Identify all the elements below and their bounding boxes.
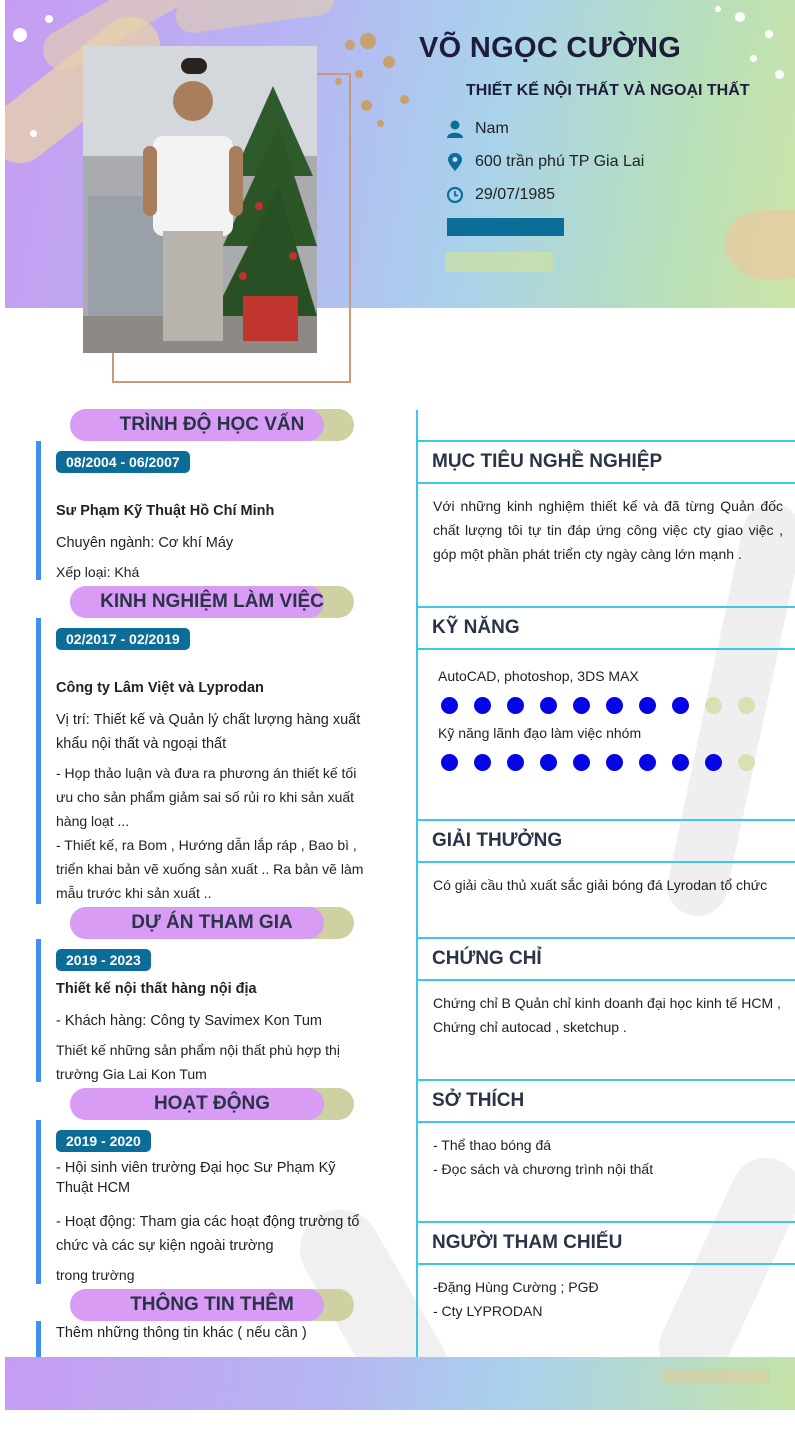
position: Vị trí: Thiết kế và Quản lý chất lượng hàng xuất khẩu nội thất và ngoại thất [56, 712, 361, 752]
section-title: KỸ NĂNG [432, 617, 520, 638]
activity-description: - Hoạt động: Tham gia các hoạt động trường tổ chức và các sự kiện ngoài trường [56, 1214, 360, 1254]
skill-level-dot [441, 754, 458, 771]
birthday-row [447, 186, 555, 204]
skill-level-dot [540, 754, 557, 771]
left-accent-bar [36, 1120, 41, 1284]
date-badge: 02/2017 - 02/2019 [56, 628, 190, 650]
date-badge: 2019 - 2023 [56, 949, 151, 971]
section-title: THÔNG TIN THÊM [130, 1294, 294, 1315]
section-title: MỤC TIÊU NGHỀ NGHIỆP [432, 451, 663, 472]
section-header-extra [70, 1289, 354, 1321]
map-pin-icon [447, 153, 463, 171]
skill-level-dot [738, 697, 755, 714]
hobby-item: - Đọc sách và chương trình nội thất [433, 1161, 654, 1177]
skill-level-dot [738, 754, 755, 771]
birthday-value: 29/07/1985 [475, 186, 556, 203]
skill-level-dot [573, 697, 590, 714]
date-badge: 08/2004 - 06/2007 [56, 451, 190, 473]
clock-icon [447, 186, 463, 204]
address-row [447, 153, 644, 171]
section-header-projects [70, 907, 354, 939]
paint-dot [715, 6, 721, 12]
activity-place: trong trường [56, 1267, 135, 1283]
skill-level-dot [573, 754, 590, 771]
header-accent-bar [447, 218, 564, 236]
left-accent-bar [36, 441, 41, 580]
paint-dot [750, 55, 757, 62]
cv-page [5, 0, 795, 1410]
paint-dot [13, 28, 27, 42]
paint-dot [361, 100, 372, 111]
skill-name: Kỹ năng lãnh đạo làm việc nhóm [438, 725, 642, 741]
section-header-hobbies [416, 1079, 795, 1123]
skill-level-dot [441, 697, 458, 714]
grade: Xếp loại: Khá [56, 564, 140, 580]
paint-dot [735, 12, 745, 22]
hobby-item: - Thể thao bóng đá [433, 1137, 552, 1153]
extra-info: Thêm những thông tin khác ( nếu cần ) [56, 1325, 307, 1341]
section-header-objective [416, 440, 795, 484]
school-name: Sư Phạm Kỹ Thuật Hồ Chí Minh [56, 503, 275, 519]
skill-level-dot [606, 754, 623, 771]
paint-dot [355, 70, 363, 78]
header-accent-bar-light [445, 252, 553, 272]
section-header-experience [70, 586, 354, 618]
project-client: - Khách hàng: Công ty Savimex Kon Tum [56, 1013, 322, 1029]
company-name: Công ty Lâm Việt và Lyprodan [56, 680, 264, 696]
skill-rating [441, 754, 771, 771]
section-title: KINH NGHIỆM LÀM VIỆC [100, 591, 324, 612]
paint-dot [383, 56, 395, 68]
section-title: GIẢI THƯỞNG [432, 830, 563, 851]
paint-dot [45, 15, 53, 23]
section-header-skills [416, 606, 795, 650]
section-title: HOẠT ĐỘNG [153, 1093, 271, 1114]
address-value: 600 trần phú TP Gia Lai [475, 153, 645, 170]
skill-level-dot [672, 697, 689, 714]
footer-accent-bar [662, 1369, 770, 1383]
skill-level-dot [705, 697, 722, 714]
candidate-name: VÕ NGỌC CƯỜNG [419, 32, 682, 64]
profile-photo-illustration [83, 46, 317, 353]
paint-dot [775, 70, 784, 79]
section-header-references [416, 1221, 795, 1265]
section-header-awards [416, 819, 795, 863]
section-title: SỞ THÍCH [432, 1090, 525, 1111]
skill-level-dot [639, 697, 656, 714]
paint-dot [30, 130, 37, 137]
gender-value: Nam [475, 120, 509, 137]
footer-background [5, 1357, 795, 1410]
awards-text: Có giải cầu thủ xuất sắc giải bóng đá Lyrodan tổ chức [433, 877, 768, 893]
certificates-text: Chứng chỉ B Quản chỉ kinh doanh đại học kinh tế HCM , Chứng chỉ autocad , sketchup . [433, 995, 781, 1035]
duty: - Thiết kế, ra Bom , Hướng dẫn lắp ráp , Bao bì , triển khai bản vẽ xuống sản xuất .. Ra bản vẽ làm mẫu trước khi sản xuất .. [56, 837, 364, 901]
section-header-education [70, 409, 354, 441]
paint-dot [377, 120, 384, 127]
skill-level-dot [705, 754, 722, 771]
skill-level-dot [606, 697, 623, 714]
section-title: TRÌNH ĐỘ HỌC VẤN [119, 414, 305, 435]
skill-level-dot [672, 754, 689, 771]
left-accent-bar [36, 618, 41, 904]
section-header-certificates [416, 937, 795, 981]
skill-level-dot [507, 697, 524, 714]
date-badge: 2019 - 2020 [56, 1130, 151, 1152]
paint-dot [765, 30, 773, 38]
paint-dot [400, 95, 409, 104]
duty: - Họp thảo luận và đưa ra phương án thiết kế tối ưu cho sản phẩm giảm sai số rủi ro khi sản xuất hàng loạt ... [56, 765, 357, 829]
paint-dot [345, 40, 355, 50]
skill-level-dot [474, 754, 491, 771]
user-icon [447, 120, 463, 138]
major: Chuyên ngành: Cơ khí Máy [56, 535, 234, 551]
section-title: NGƯỜI THAM CHIẾU [432, 1232, 623, 1253]
skill-rating [441, 697, 771, 714]
section-header-activities [70, 1088, 354, 1120]
activity-organization: - Hội sinh viên trường Đại học Sư Phạm Kỹ Thuật HCM [56, 1160, 336, 1196]
project-description: Thiết kế những sản phẩm nội thất phù hợp thị trường Gia Lai Kon Tum [56, 1042, 340, 1082]
project-name: Thiết kế nội thất hàng nội địa [56, 981, 257, 997]
skill-level-dot [540, 697, 557, 714]
left-accent-bar [36, 939, 41, 1082]
section-title: CHỨNG CHỈ [432, 948, 542, 969]
skill-level-dot [639, 754, 656, 771]
job-title: THIẾT KẾ NỘI THẤT VÀ NGOẠI THẤT [466, 82, 750, 99]
objective-text: Với những kinh nghiệm thiết kế và đã từng Quản đốc chất lượng tôi tự tin đáp ứng công việc cty giao việc , góp một phần phát triển cty ngày càng lớn mạnh . [433, 498, 783, 562]
skill-name: AutoCAD, photoshop, 3DS MAX [438, 668, 639, 684]
skill-level-dot [474, 697, 491, 714]
skill-level-dot [507, 754, 524, 771]
paint-dot [360, 33, 376, 49]
reference-item: - Cty LYPRODAN [433, 1303, 543, 1319]
section-title: DỰ ÁN THAM GIA [131, 912, 293, 933]
reference-item: -Đặng Hùng Cường ; PGĐ [433, 1279, 599, 1295]
profile-photo [83, 46, 317, 353]
gender-row [447, 120, 509, 138]
